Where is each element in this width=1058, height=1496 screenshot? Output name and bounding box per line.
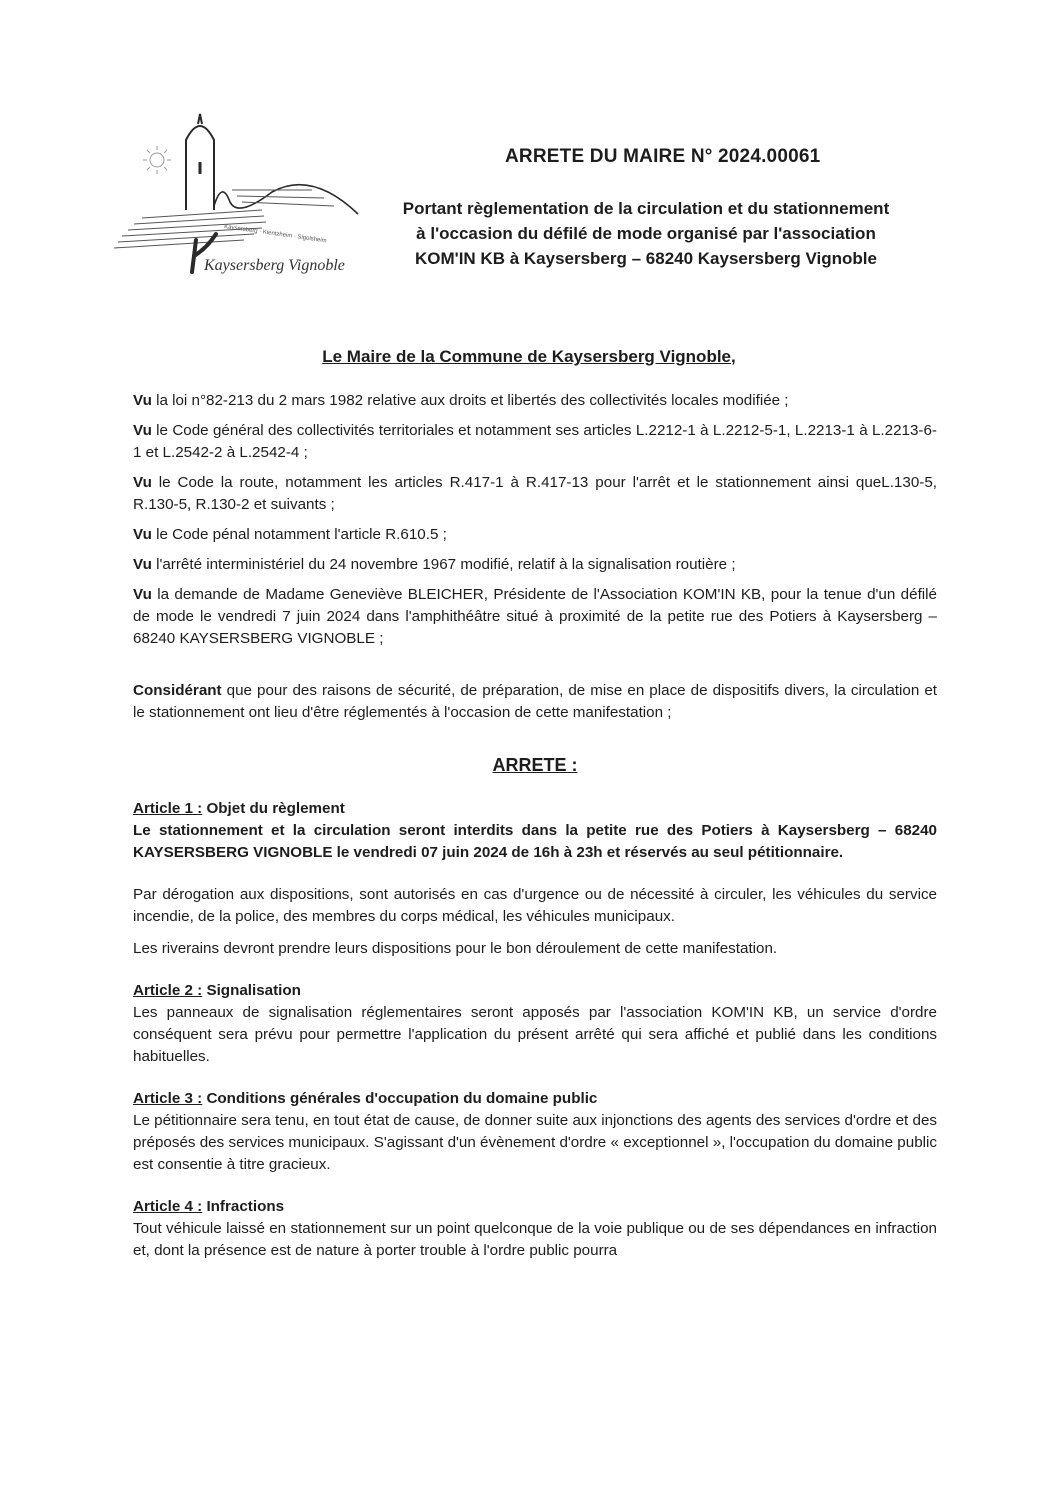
article-3-label: Article 3 :: [133, 1090, 203, 1107]
vu-text: la loi n°82-213 du 2 mars 1982 relative aux droits et libertés des collectivités locales modifiée ;: [151, 392, 789, 409]
vu-text: le Code pénal notamment l'article R.610.5 ;: [151, 526, 447, 543]
vu-lead: Vu: [133, 526, 152, 543]
church-tower-icon: [186, 114, 358, 214]
vu-lead: Vu: [133, 422, 152, 439]
article-4-label: Article 4 :: [133, 1198, 203, 1215]
vu-lead: Vu: [133, 474, 152, 491]
subtitle-line: KOM'IN KB à Kaysersberg – 68240 Kaysersberg Vignoble: [415, 249, 877, 268]
article-1-title: [133, 798, 937, 820]
vu-lead: Vu: [133, 392, 152, 409]
article-4-text: Tout véhicule laissé en stationnement sur un point quelconque de la voie publique ou de ses dépendances en infraction et, dont la présence est de nature à porter trouble à l'ordre public pourra: [133, 1220, 937, 1259]
article-1-label: Article 1 :: [133, 800, 203, 817]
logo-small-text: Kaysersberg · Kientzheim · Sigolsheim: [223, 224, 327, 245]
vu-text: la demande de Madame Geneviève BLEICHER, Présidente de l'Association KOM'IN KB, pour la tenue d'un défilé de mode le vendredi 7 juin 2024 dans l'amphithéâtre situé à proximité de la petite rue des Potiers à Kaysersberg – 68240 KAYSERSBERG VIGNOBLE ;: [133, 586, 937, 647]
article-4-title: [133, 1196, 937, 1218]
sun-icon: [143, 146, 171, 174]
article-1-heading: Objet du règlement: [202, 800, 345, 817]
vu-item: [133, 390, 937, 412]
subtitle-line: Portant règlementation de la circulation et du stationnement: [402, 199, 890, 218]
arrete-heading: ARRETE :: [492, 755, 578, 775]
article-1-para2: Les riverains devront prendre leurs dispositions pour le bon déroulement de cette manifestation.: [133, 940, 778, 957]
article-1-para1: Par dérogation aux dispositions, sont autorisés en cas d'urgence ou de nécessité à circuler, les véhicules du service incendie, de la police, des membres du corps médical, les véhicules municipaux.: [133, 886, 937, 925]
article-3-text: Le pétitionnaire sera tenu, en tout état de cause, de donner suite aux injonctions des agents des services d'ordre et des préposés des services municipaux. S'agissant d'un évènement d'ordre « exceptionnel », l'occupation du domaine public est consentie à titre gracieux.: [133, 1112, 937, 1173]
article-2-text: Les panneaux de signalisation réglementaires seront apposés par l'association KOM'IN KB, un service d'ordre conséquent sera prévu pour permettre l'application du présent arrêté qui sera affiché et publié dans les conditions habituelles.: [133, 1004, 937, 1065]
vu-item: [133, 554, 937, 576]
vu-text: le Code la route, notamment les articles R.417-1 à R.417-13 pour l'arrêt et le stationnement ainsi queL.130-5, R.130-5, R.130-2 et suivants ;: [133, 474, 937, 513]
subtitle: [360, 196, 932, 271]
mayor-heading: Le Maire de la Commune de Kaysersberg Vignoble,: [322, 347, 736, 366]
vu-text: l'arrêté interministériel du 24 novembre 1967 modifié, relatif à la signalisation routière ;: [151, 556, 736, 573]
article-2-label: Article 2 :: [133, 982, 203, 999]
considerant-lead: Considérant: [133, 682, 222, 699]
article-2-title: [133, 980, 937, 1002]
vu-lead: Vu: [133, 556, 152, 573]
subtitle-line: à l'occasion du défilé de mode organisé par l'association: [416, 224, 876, 243]
logo-brand-text: Kaysersberg Vignoble: [204, 257, 345, 274]
article-4-heading: Infractions: [202, 1198, 285, 1215]
page-title: ARRETE DU MAIRE N° 2024.00061: [505, 146, 821, 167]
article-1-bold-text: Le stationnement et la circulation seront interdits dans la petite rue des Potiers à Kaysersberg – 68240 KAYSERSBERG VIGNOBLE le vendredi 07 juin 2024 de 16h à 23h et réservés au seul pétitionnaire.: [133, 822, 937, 861]
article-3-title: [133, 1088, 937, 1110]
article-3-heading: Conditions générales d'occupation du domaine public: [202, 1090, 598, 1107]
considerant-text: que pour des raisons de sécurité, de préparation, de mise en place de dispositifs divers, la circulation et le stationnement ont lieu d'être réglementés à l'occasion de cette manifestation ;: [133, 682, 937, 721]
vu-item: [133, 420, 937, 464]
kaysersberg-vignoble-logo: [112, 110, 372, 290]
vu-item: [133, 584, 937, 650]
article-2-heading: Signalisation: [202, 982, 301, 999]
vu-lead: Vu: [133, 586, 152, 603]
document-body: [133, 390, 937, 1262]
vu-text: le Code général des collectivités territoriales et notamment ses articles L.2212-1 à L.2212-5-1, L.2213-1 à L.2213-6-1 et L.2542-2 à L.2542-4 ;: [133, 422, 937, 461]
considerant: [133, 680, 937, 724]
vu-item: [133, 524, 937, 546]
vu-item: [133, 472, 937, 516]
